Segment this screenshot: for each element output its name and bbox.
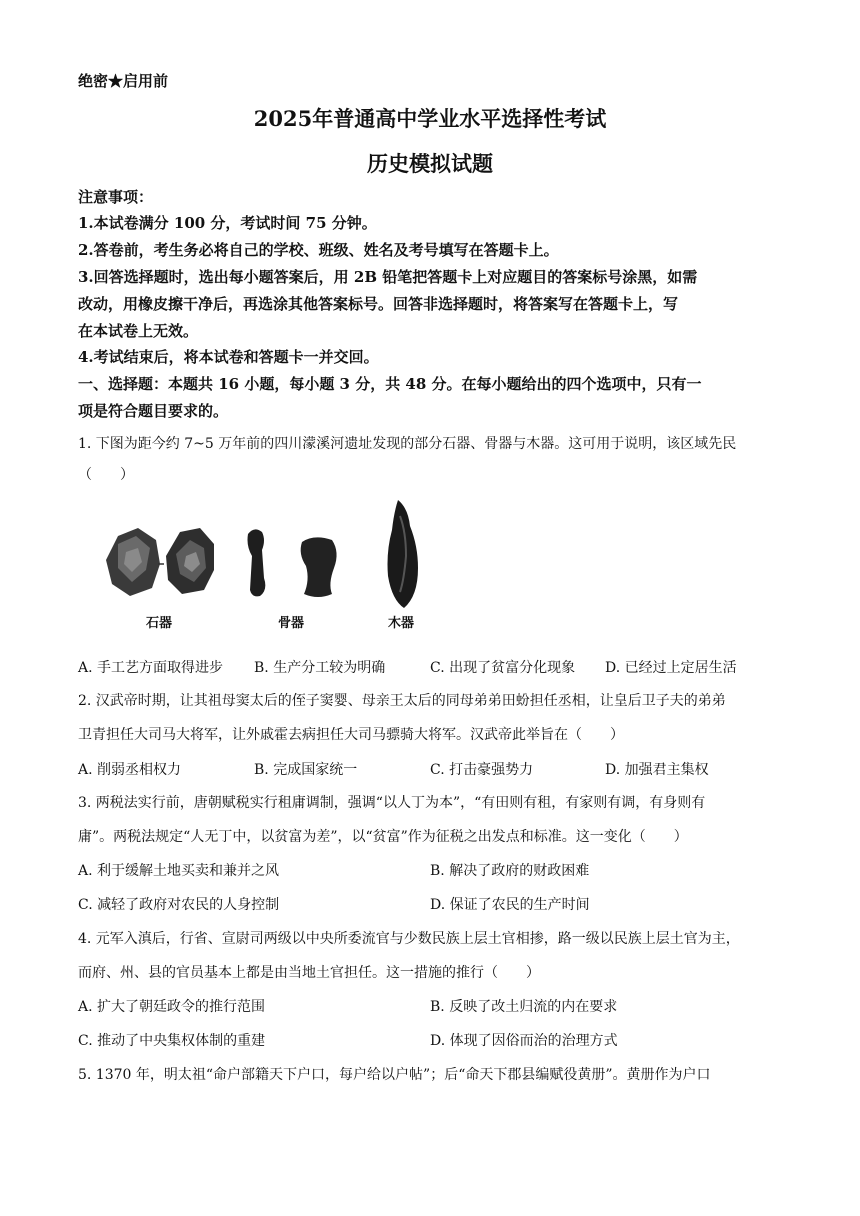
- option-c: C. 出现了贫富分化现象: [430, 660, 576, 676]
- option-b: B. 解决了政府的财政困难: [430, 863, 590, 879]
- note-line: 4.考试结束后，将本试卷和答题卡一并交回。: [78, 348, 379, 366]
- label-stone-tools: 石器: [146, 616, 173, 631]
- option-a: A. 削弱丞相权力: [78, 762, 182, 778]
- option-a: A. 扩大了朝廷政令的推行范围: [78, 999, 266, 1015]
- question-2-stem-cont: 卫青担任大司马大将军，让外戚霍去病担任大司马骠骑大将军。汉武帝此举旨在（ ）: [78, 727, 624, 743]
- note-line: 改动，用橡皮擦干净后，再选涂其他答案标号。回答非选择题时，将答案写在答题卡上，写: [78, 295, 679, 313]
- note-line: 3.回答选择题时，选出每小题答案后，用 2B 铅笔把答题卡上对应题目的答案标号涂黑，如需: [78, 268, 698, 286]
- question-2-stem: 2. 汉武帝时期，让其祖母窦太后的侄子窦婴、母亲王太后的同母弟弟田蚡担任丞相，让皇后卫子夫的弟弟: [78, 693, 726, 709]
- bone-tool-left: [248, 529, 266, 596]
- stone-tool-right: [166, 528, 214, 594]
- artifact-figure: [96, 496, 436, 632]
- note-line: 2.答卷前，考生务必将自己的学校、班级、姓名及考号填写在答题卡上。: [78, 241, 559, 259]
- label-wooden-tools: 木器: [388, 616, 415, 631]
- option-d: D. 已经过上定居生活: [605, 660, 737, 676]
- option-b: B. 反映了改土归流的内在要求: [430, 999, 618, 1015]
- option-c: C. 推动了中央集权体制的重建: [78, 1033, 266, 1049]
- label-bone-tools: 骨器: [278, 616, 305, 631]
- option-d: D. 加强君主集权: [605, 762, 709, 778]
- option-d: D. 体现了因俗而治的治理方式: [430, 1033, 618, 1049]
- question-4-stem: 4. 元军入滇后，行省、宣尉司两级以中央所委流官与少数民族上层土官相掺，路一级以民族上层土官为主，: [78, 931, 740, 947]
- question-3-stem-cont: 庸”。两税法规定“人无丁中，以贫富为差”，以“贫富”作为征税之出发点和标准。这一变化（ ）: [78, 829, 688, 845]
- option-b: B. 生产分工较为明确: [254, 660, 386, 676]
- note-line: 在本试卷上无效。: [78, 322, 199, 340]
- exam-title: 2025年普通高中学业水平选择性考试: [253, 106, 607, 131]
- wooden-tool: [388, 500, 419, 608]
- notes-heading: 注意事项：: [78, 188, 154, 206]
- bone-tool-right: [301, 537, 337, 597]
- question-4-stem-cont: 而府、州、县的官员基本上都是由当地土官担任。这一措施的推行（ ）: [78, 965, 540, 981]
- option-c: C. 打击豪强势力: [430, 762, 534, 778]
- section-heading: 一、选择题：本题共 16 小题，每小题 3 分，共 48 分。在每小题给出的四个选项中，只有一: [78, 375, 702, 393]
- option-a: A. 手工艺方面取得进步: [78, 660, 224, 676]
- option-c: C. 减轻了政府对农民的人身控制: [78, 897, 280, 913]
- question-3-stem: 3. 两税法实行前，唐朝赋税实行租庸调制，强调“以人丁为本”，“有田则有租，有家则有调，有身则有: [78, 795, 706, 811]
- option-a: A. 利于缓解土地买卖和兼并之风: [78, 863, 280, 879]
- exam-subtitle: 历史模拟试题: [367, 151, 493, 176]
- note-line: 1.本试卷满分 100 分，考试时间 75 分钟。: [78, 214, 377, 232]
- question-1-stem-cont: （ ）: [78, 467, 134, 483]
- stone-tool-left: [106, 528, 160, 596]
- question-1-stem: 1. 下图为距今约 7~5 万年前的四川濛溪河遗址发现的部分石器、骨器与木器。这可用于说明，该区域先民: [78, 436, 737, 452]
- secret-mark: 绝密★启用前: [78, 72, 169, 90]
- question-5-stem: 5. 1370 年，明太祖“命户部籍天下户口，每户给以户帖”；后“命天下郡县编赋役黄册”。黄册作为户口: [78, 1067, 711, 1083]
- section-heading-cont: 项是符合题目要求的。: [78, 402, 229, 420]
- option-b: B. 完成国家统一: [254, 762, 358, 778]
- option-d: D. 保证了农民的生产时间: [430, 897, 590, 913]
